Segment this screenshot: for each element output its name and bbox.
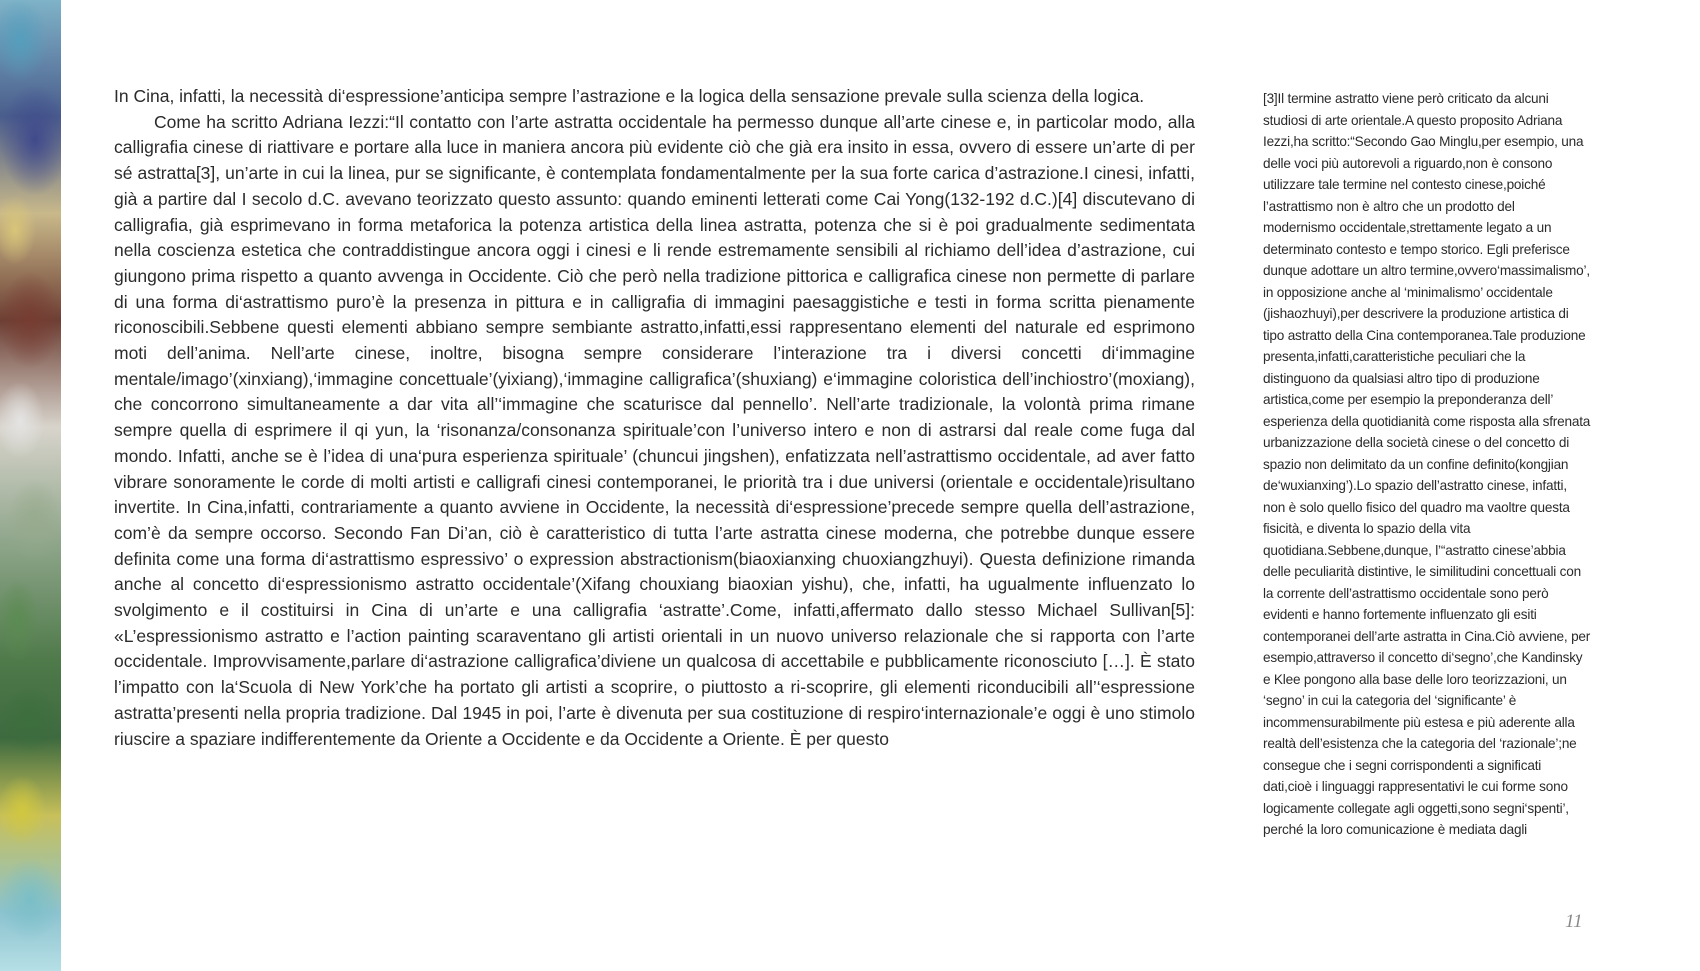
decorative-painting-strip bbox=[0, 0, 61, 971]
body-paragraph: Come ha scritto Adriana Iezzi:“Il contatto con l’arte astratta occidentale ha permesso dunque all’arte cinese e, in particolar modo, alla calligrafia cinese di riattivare e portare alla luce in maniera ancora più evidente ciò che già era insito in essa, ovvero di essere un’arte di per sé astratta[3], un’arte in cui la linea, pur se significante, è contemplata fondamentalmente per la sua forte carica d’astrazione.I cinesi, infatti, già a partire dal I secolo d.C. avevano teorizzato questo assunto: quando eminenti letterati come Cai Yong(132-192 d.C.)[4] discutevano di calligrafia, già esprimevano in forma metaforica la potenza artistica della linea astratta, potenza che si è poi gradualmente sedimentata nella coscienza estetica che contraddistingue ancora oggi i cinesi e li rende estremamente sensibili al richiamo dell’idea d’astrazione, cui giungono prima rispetto a quanto avvenga in Occidente. Ciò che però nella tradizione pittorica e calligrafica cinese non permette di parlare di una forma di‘astrattismo puro’è la presenza in pittura e in calligrafia di immagini paesaggistiche e testi in forma scritta pienamente riconoscibili.Sebbene questi elementi abbiano sempre sembiante astratto,infatti,essi rappresentano elementi del naturale ed esprimono moti dell’anima. Nell’arte cinese, inoltre, bisogna sempre considerare l’interazione tra i diversi concetti di‘immagine mentale/imago’(xinxiang),‘immagine concettuale’(yixiang),‘immagine calligrafica’(shuxiang) e‘immagine coloristica dell’inchiostro’(moxiang), che concorrono simultaneamente a dar vita all’‘immagine che scaturisce dal pennello’. Nell’arte tradizionale, la volontà prima rimane sempre quella di esprimere il qi yun, la ‘risonanza/consonanza spirituale’con l’universo intero e non di astrarsi dal reale come fuga dal mondo. Infatti, anche se è l’idea di una‘pura esperienza spirituale’ (chuncui jingshen), enfatizzata nell’astrattismo occidentale, ad aver fatto vibrare sonoramente le corde di molti artisti e calligrafi cinesi contemporanei, le priorità tra i due universi (orientale e occidentale)risultano invertite. In Cina,infatti, contrariamente a quanto avviene in Occidente, la necessità di‘espressione’precede sempre quella dell’astrazione, com’è da sempre occorso. Secondo Fan Di’an, ciò è caratteristico di tutta l’arte astratta cinese moderna, che potrebbe dunque essere definita come una forma di‘astrattismo espressivo’ o expression abstractionism(biaoxianxing chuoxiangzhuyi). Questa definizione rimanda anche al concetto di‘espressionismo astratto occidentale’(Xifang chouxiang biaoxian yishu), che, infatti, ha ugualmente influenzato lo svolgimento e il costituirsi in Cina di un’arte e una calligrafia ‘astratte’.Come, infatti,affermato dallo stesso Michael Sullivan[5]: «L’espressionismo astratto e l’action painting scaraventano gli artisti orientali in un nuovo universo relazionale che si rapporta con l’arte occidentale. Improvvisamente,parlare di‘astrazione calligrafica’diviene un qualcosa di accettabile e pubblicamente riconosciuto […]. È stato l’impatto con la‘Scuola di New York’che ha portato gli artisti a scoprire, o piuttosto a ri-scoprire, gli elementi riconducibili all’‘espressione astratta’presenti nella propria tradizione. Dal 1945 in poi, l’arte è divenuta per sua costituzione di respiro‘internazionale’e oggi è uno stimolo riuscire a spaziare indifferentemente da Oriente a Occidente e da Occidente a Oriente. È per questo bbox=[114, 111, 1195, 749]
body-paragraph: In Cina, infatti, la necessità di‘espressione’anticipa sempre l’astrazione e la logica della sensazione prevale sulla scienza della logica. bbox=[114, 86, 1145, 106]
main-text-column bbox=[114, 84, 1195, 752]
page-number: 11 bbox=[1565, 911, 1583, 932]
footnote-column: [3]Il termine astratto viene però criticato da alcuni studiosi di arte orientale.A questo proposito Adriana Iezzi,ha scritto:“Secondo Gao Minglu,per esempio, una delle voci più autorevoli a riguardo,non è consono utilizzare tale termine nel contesto cinese,poiché l’astrattismo non è altro che un prodotto del modernismo occidentale,strettamente legato a un determinato contesto e tempo storico. Egli preferisce dunque adottare un altro termine,ovvero‘massimalismo’, in opposizione anche al ‘minimalismo’ occidentale (jishaozhuyi),per descrivere la produzione artistica di tipo astratto della Cina contemporanea.Tale produzione presenta,infatti,caratteristiche peculiari che la distinguono da qualsiasi altro tipo di produzione artistica,come per esempio la preponderanza dell’ esperienza della quotidianità come risposta alla sfrenata urbanizzazione della società cinese o del concetto di spazio non delimitato da un confine definito(kongjian de‘wuxianxing’).Lo spazio dell’astratto cinese, infatti, non è solo quello fisico del quadro ma vaoltre questa fisicità, e diventa lo spazio della vita quotidiana.Sebbene,dunque, l’“astratto cinese’abbia delle peculiarità distintive, le similitudini concettuali con la corrente dell’astrattismo occidentale sono però evidenti e hanno fortemente influenzato gli esiti contemporanei dell’arte astratta in Cina.Ciò avviene, per esempio,attraverso il concetto di‘segno’,che Kandinsky e Klee pongono alla base delle loro teorizzazioni, un ‘segno’ in cui la categoria del ‘significante’ è incommensurabilmente più estesa e più aderente alla realtà dell’esistenza che la categoria del ‘razionale’;ne consegue che i segni corrispondenti a significati dati,cioè i linguaggi rappresentativi le cui forme sono logicamente collegate agli oggetti,sono segni‘spenti’, perché la loro comunicazione è mediata dagli bbox=[1263, 91, 1591, 837]
